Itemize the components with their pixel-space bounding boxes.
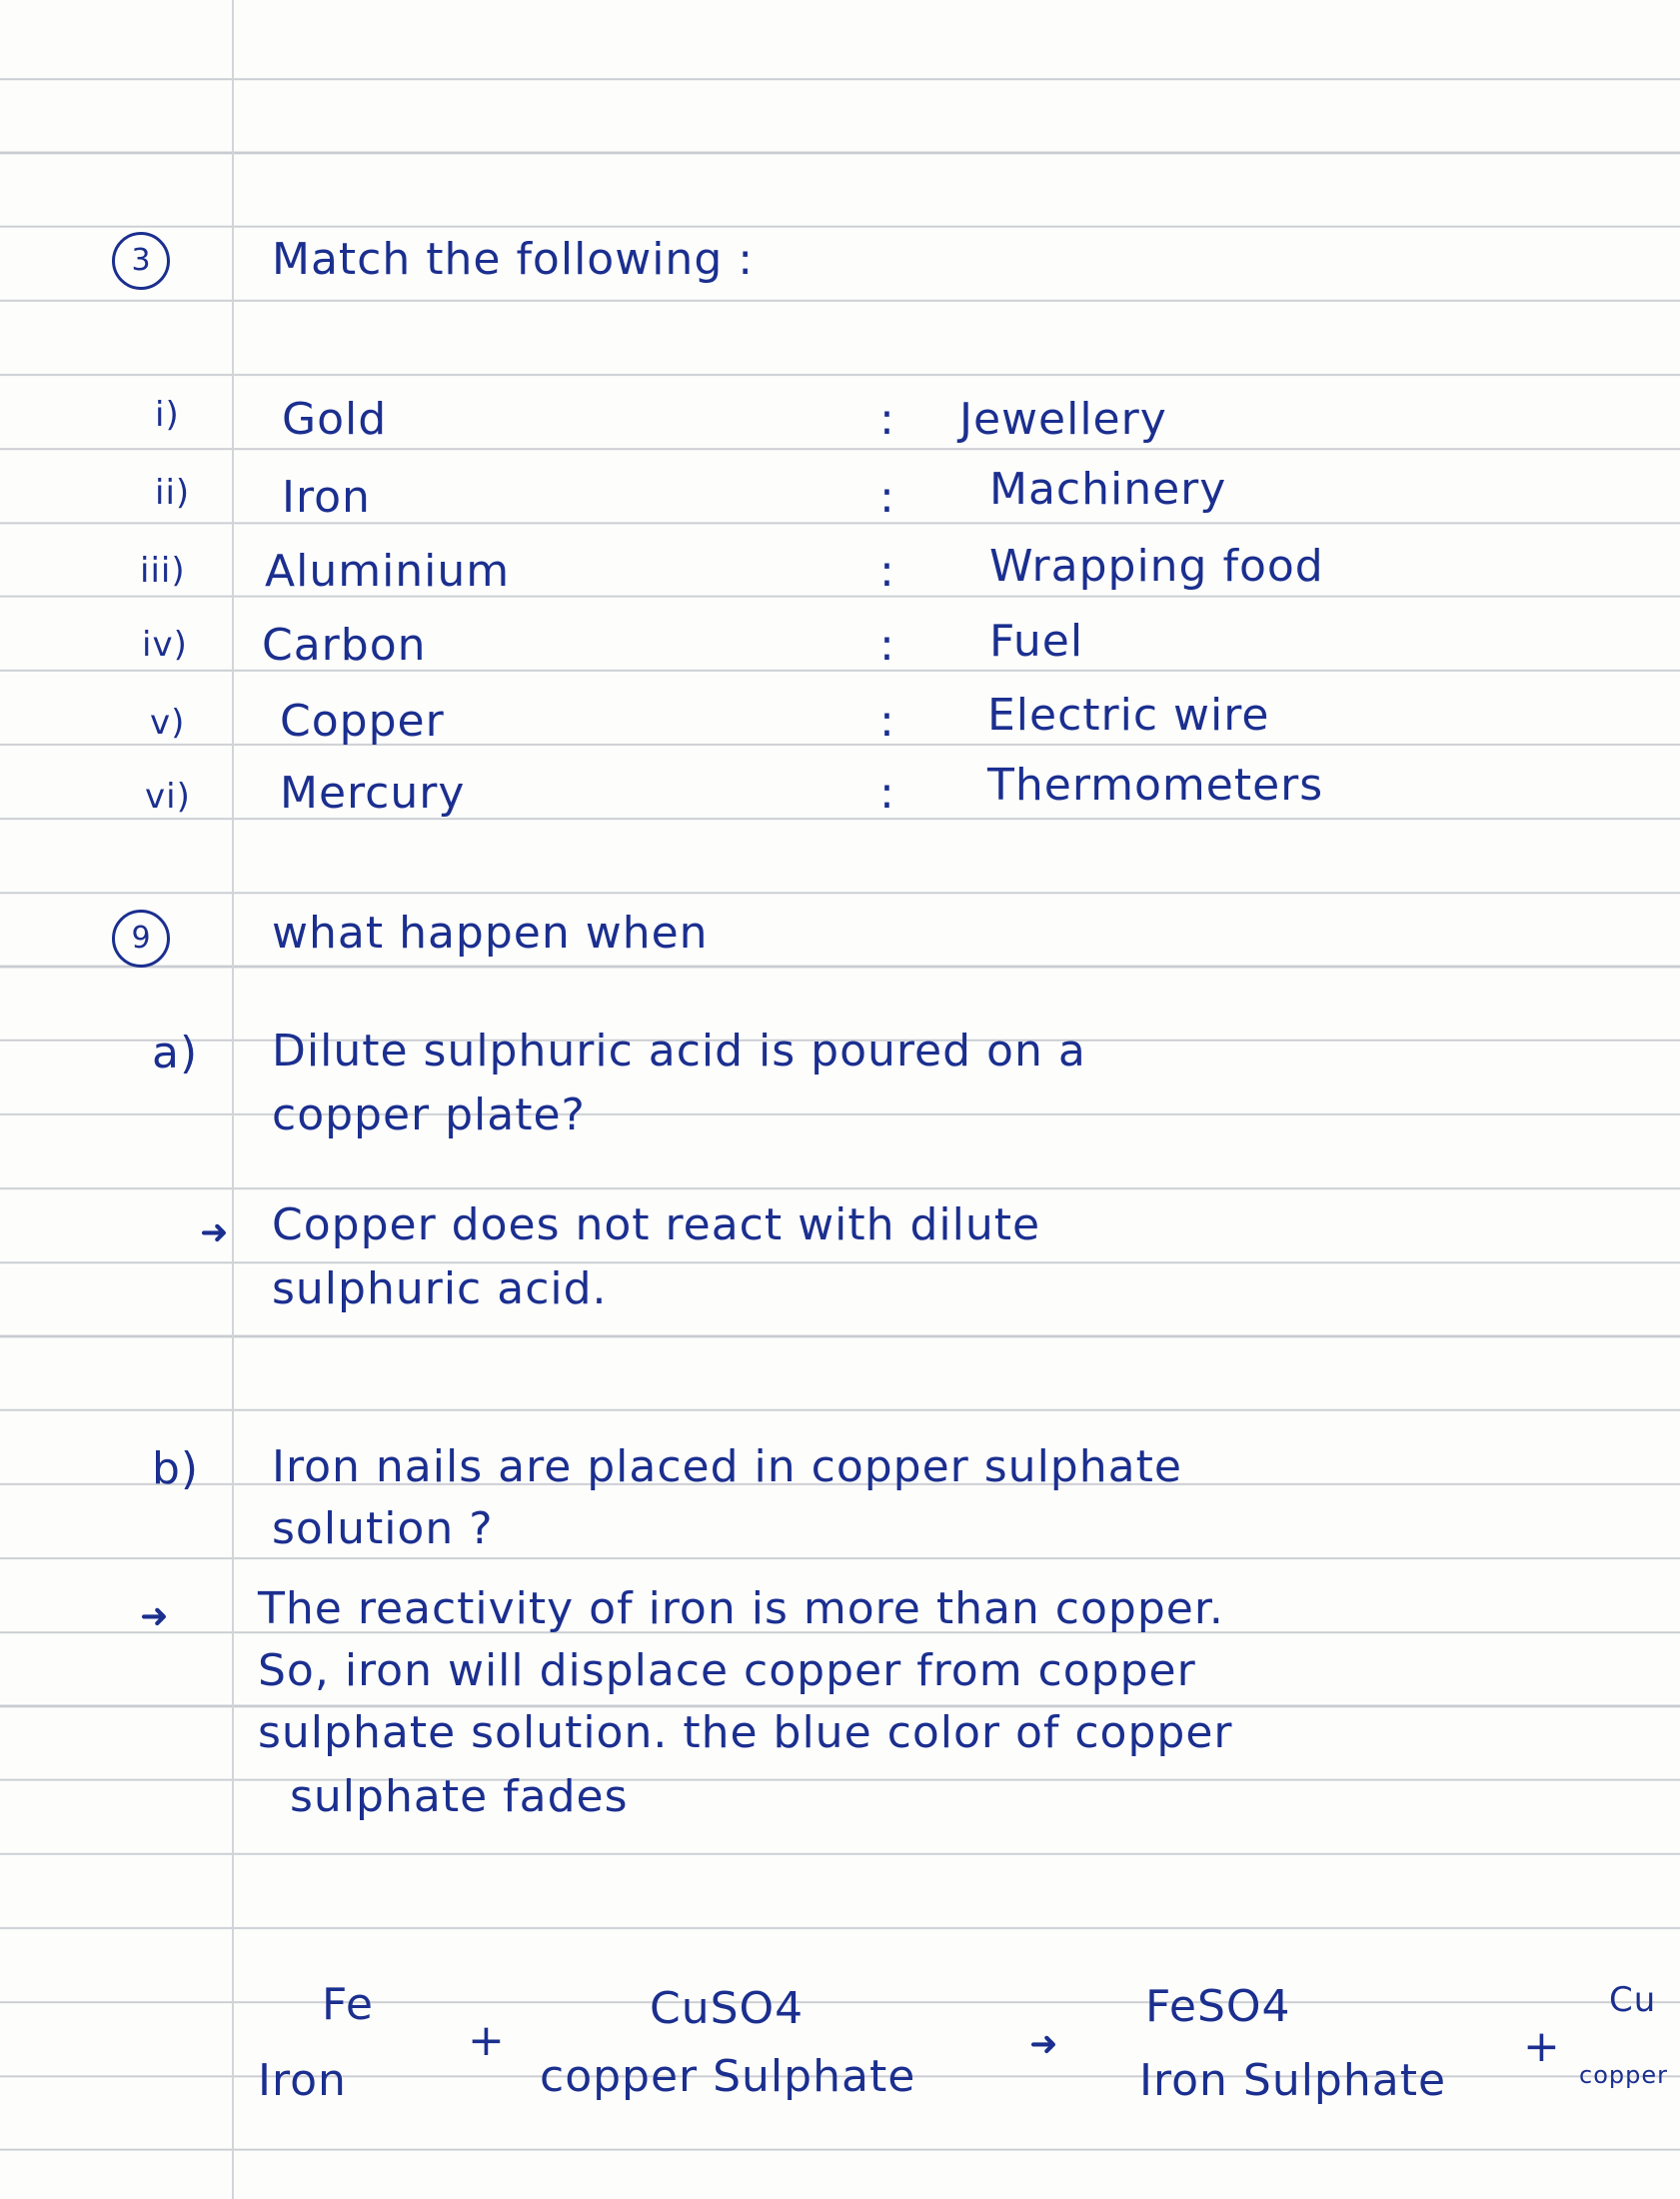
right-item-jewellery: Jewellery <box>959 394 1167 445</box>
eq-copper-sulphate: copper Sulphate <box>540 2051 916 2102</box>
question-number-9: 9 <box>112 910 170 968</box>
match-heading: Match the following : <box>272 234 755 285</box>
what-happen-heading: what happen when <box>272 908 709 959</box>
eq-plus: + <box>468 2015 506 2066</box>
arrow-icon: ➜ <box>140 1596 170 1636</box>
separator: : <box>879 472 895 523</box>
eq-iron-sulphate: Iron Sulphate <box>1139 2055 1447 2106</box>
left-item-gold: Gold <box>282 394 388 445</box>
left-item-carbon: Carbon <box>262 620 427 671</box>
right-item-wrapping-food: Wrapping food <box>989 541 1324 592</box>
row-index: iii) <box>140 551 186 591</box>
eq-fe: Fe <box>322 1979 374 2030</box>
row-index: vi) <box>145 777 191 817</box>
separator: : <box>879 768 895 819</box>
arrow-icon: ➜ <box>200 1212 230 1252</box>
margin-line <box>232 0 234 2199</box>
separator: : <box>879 620 895 671</box>
row-index: ii) <box>155 473 191 513</box>
part-b-question-line1: Iron nails are placed in copper sulphate <box>272 1441 1182 1492</box>
part-a-question-line2: copper plate? <box>272 1090 586 1140</box>
eq-cu: Cu <box>1609 1980 1657 2020</box>
left-item-copper: Copper <box>280 696 445 747</box>
right-item-thermometers: Thermometers <box>987 760 1324 811</box>
left-item-aluminium: Aluminium <box>265 546 511 597</box>
left-item-mercury: Mercury <box>280 768 466 819</box>
left-item-iron: Iron <box>282 472 371 523</box>
row-index: i) <box>155 395 180 435</box>
row-index: v) <box>150 703 186 743</box>
right-item-electric-wire: Electric wire <box>987 690 1270 741</box>
row-index: iv) <box>142 625 188 665</box>
part-b-answer-line2: So, iron will displace copper from copper <box>258 1645 1196 1696</box>
part-b-answer-line4: sulphate fades <box>290 1771 629 1822</box>
part-b-label: b) <box>152 1443 200 1494</box>
separator: : <box>879 546 895 597</box>
eq-iron: Iron <box>258 2055 347 2106</box>
separator: : <box>879 696 895 747</box>
eq-copper: copper <box>1579 2061 1668 2089</box>
part-a-question-line1: Dilute sulphuric acid is poured on a <box>272 1026 1086 1077</box>
right-item-machinery: Machinery <box>989 464 1227 515</box>
part-a-answer-line1: Copper does not react with dilute <box>272 1199 1041 1250</box>
part-b-question-line2: solution ? <box>272 1503 494 1554</box>
question-number-3: 3 <box>112 232 170 290</box>
part-a-answer-line2: sulphuric acid. <box>272 1263 608 1314</box>
separator: : <box>879 394 895 445</box>
part-b-answer-line1: The reactivity of iron is more than copper. <box>258 1583 1224 1634</box>
eq-plus: + <box>1523 2021 1561 2072</box>
eq-feso4: FeSO4 <box>1145 1981 1291 2032</box>
part-a-label: a) <box>152 1028 199 1079</box>
right-item-fuel: Fuel <box>989 616 1084 667</box>
part-b-answer-line3: sulphate solution. the blue color of copper <box>258 1707 1233 1758</box>
eq-cuso4: CuSO4 <box>650 1983 805 2034</box>
arrow-icon: ➜ <box>1029 2024 1059 2064</box>
